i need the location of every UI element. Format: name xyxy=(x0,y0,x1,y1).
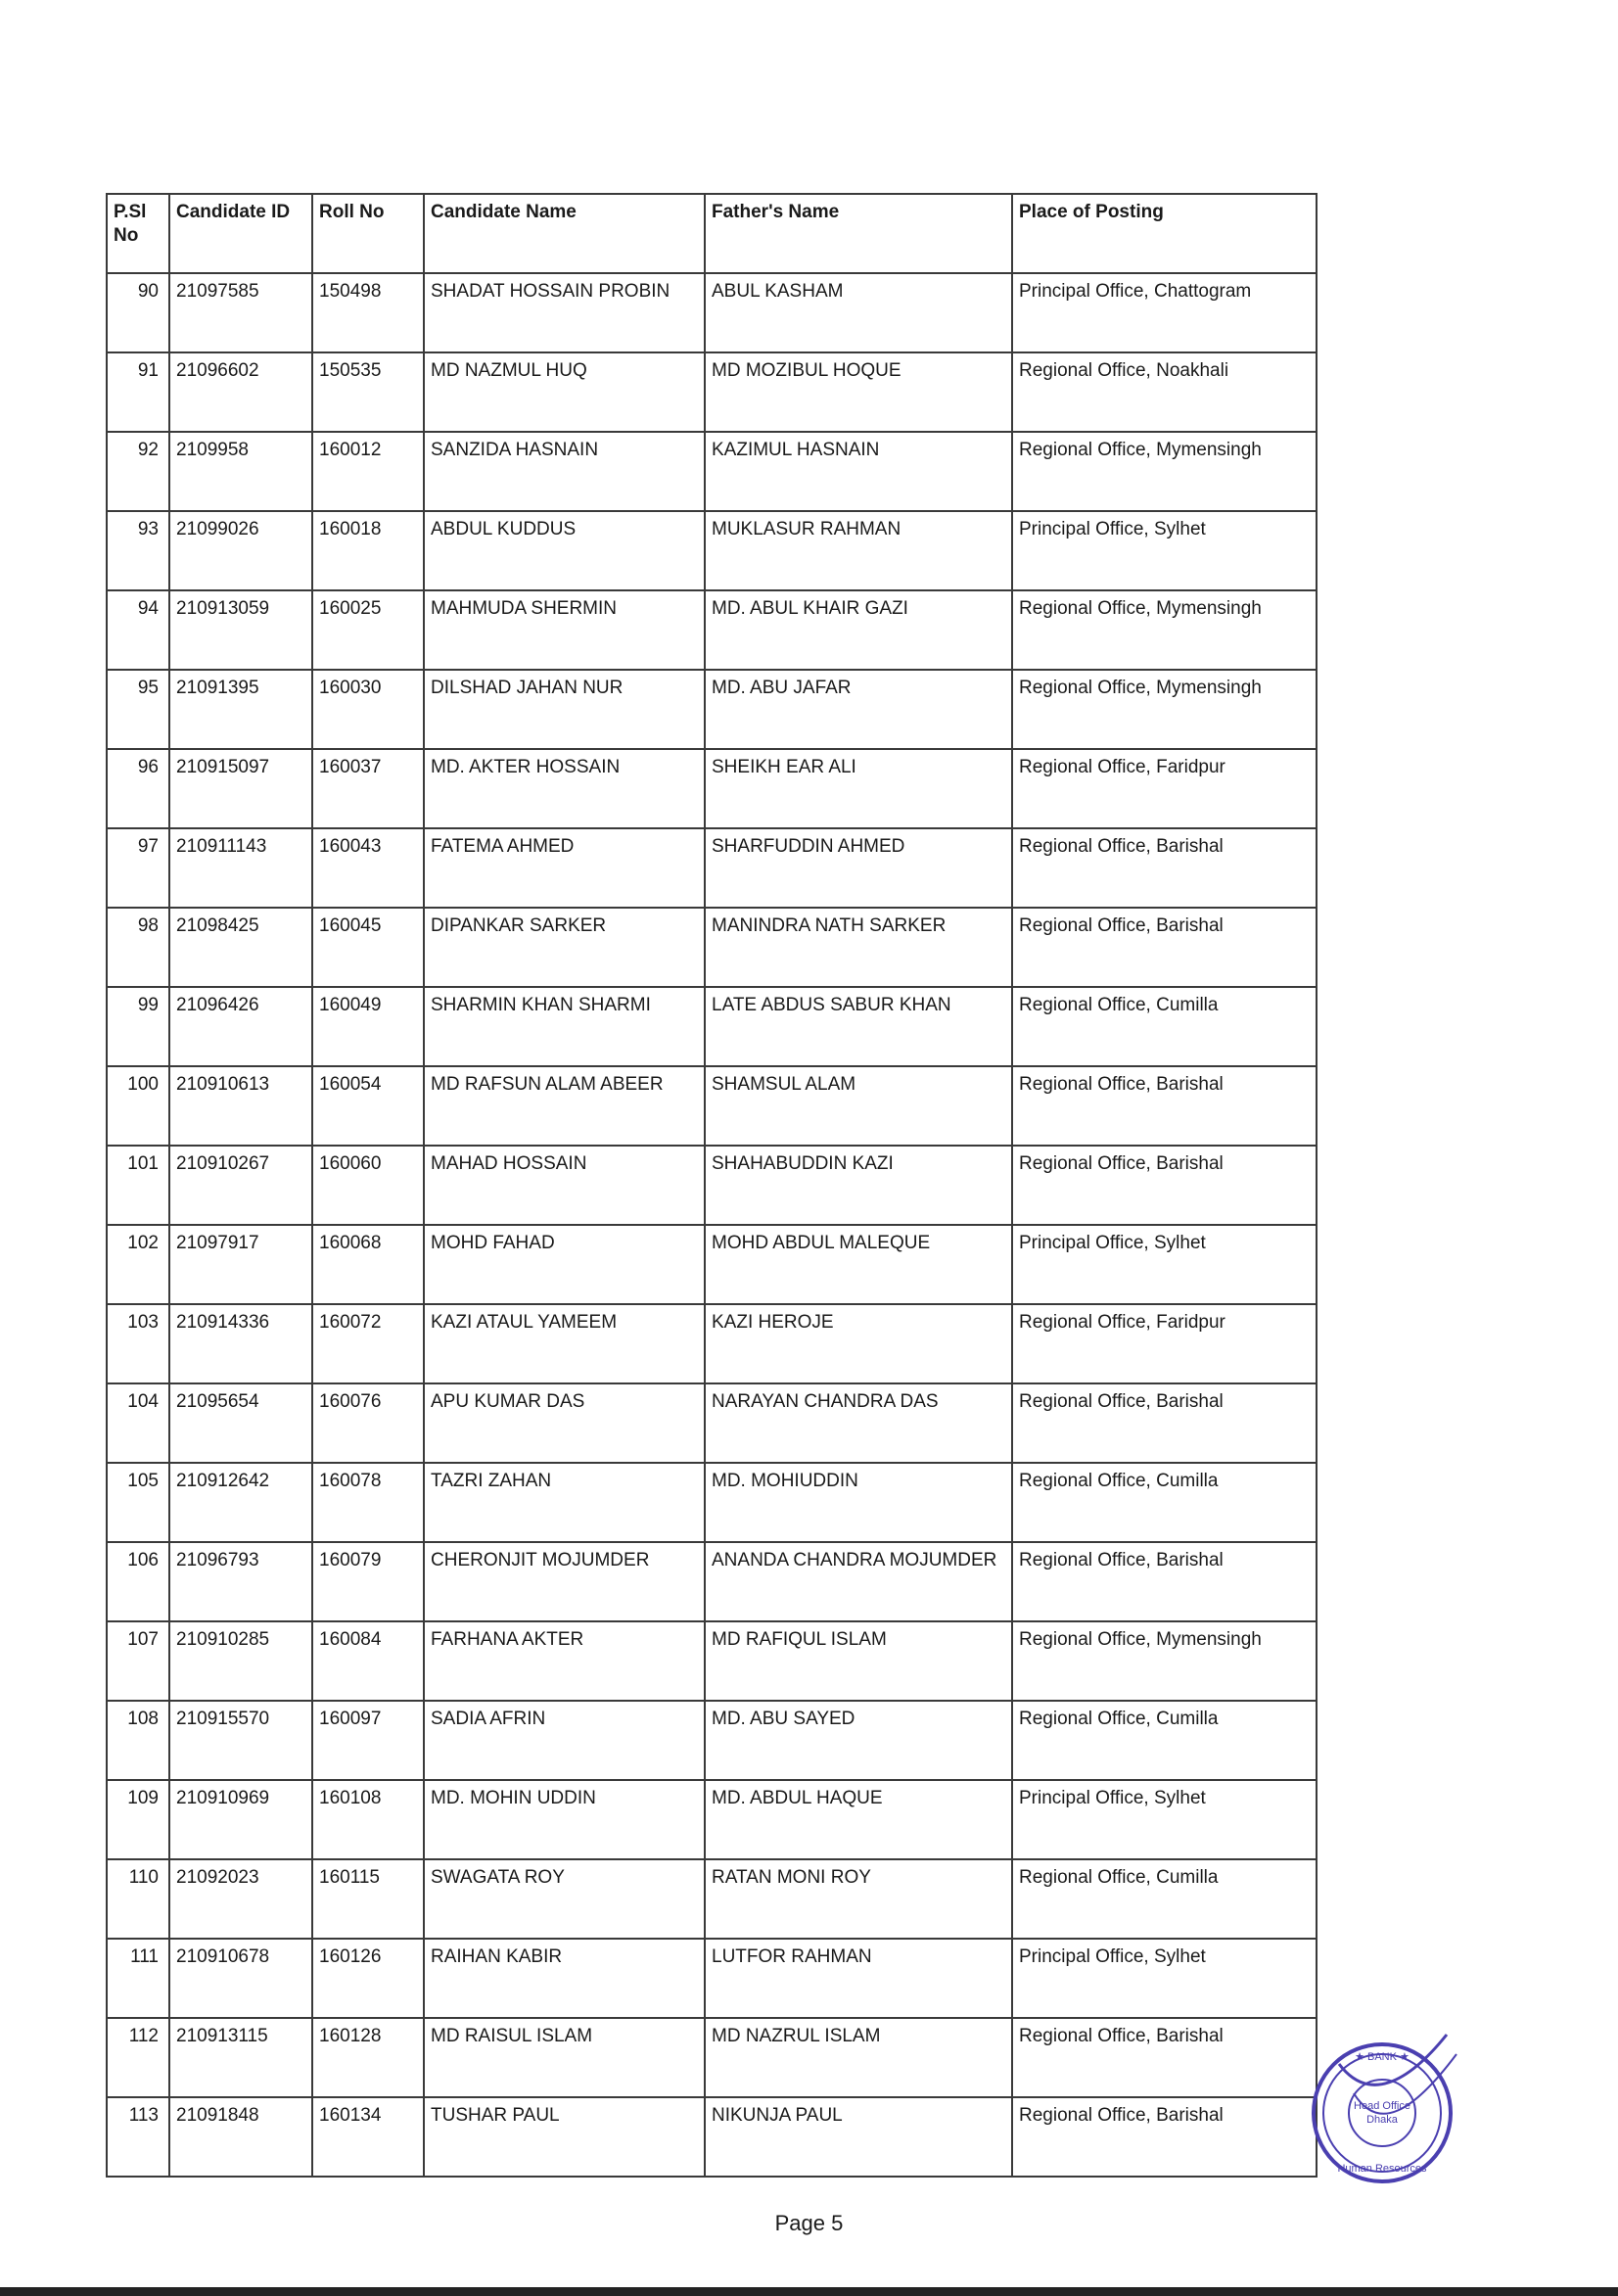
cell-place-of-posting: Regional Office, Barishal xyxy=(1012,828,1317,908)
cell-place-of-posting: Regional Office, Faridpur xyxy=(1012,1304,1317,1383)
table-row xyxy=(107,749,1317,828)
cell-candidate-id: 21096426 xyxy=(169,987,312,1066)
cell-psl-no: 109 xyxy=(107,1780,169,1859)
cell-candidate-name: SHARMIN KHAN SHARMI xyxy=(424,987,705,1066)
cell-place-of-posting: Principal Office, Chattogram xyxy=(1012,273,1317,352)
cell-place-of-posting: Regional Office, Cumilla xyxy=(1012,987,1317,1066)
cell-roll-no: 160126 xyxy=(312,1939,424,2018)
cell-fathers-name: NARAYAN CHANDRA DAS xyxy=(705,1383,1012,1463)
cell-roll-no: 160078 xyxy=(312,1463,424,1542)
cell-psl-no: 96 xyxy=(107,749,169,828)
header-roll-no: Roll No xyxy=(312,194,424,273)
table-header-row xyxy=(107,194,1317,273)
table-row xyxy=(107,1859,1317,1939)
table-row xyxy=(107,1780,1317,1859)
cell-place-of-posting: Regional Office, Barishal xyxy=(1012,2097,1317,2177)
cell-place-of-posting: Regional Office, Barishal xyxy=(1012,1066,1317,1146)
cell-place-of-posting: Regional Office, Cumilla xyxy=(1012,1859,1317,1939)
cell-fathers-name: SHARFUDDIN AHMED xyxy=(705,828,1012,908)
posting-table xyxy=(106,193,1318,2178)
cell-fathers-name: NIKUNJA PAUL xyxy=(705,2097,1012,2177)
cell-candidate-id: 210913115 xyxy=(169,2018,312,2097)
cell-candidate-id: 2109958 xyxy=(169,432,312,511)
table-row xyxy=(107,432,1317,511)
cell-candidate-name: SHADAT HOSSAIN PROBIN xyxy=(424,273,705,352)
cell-psl-no: 110 xyxy=(107,1859,169,1939)
cell-roll-no: 160054 xyxy=(312,1066,424,1146)
cell-candidate-name: DILSHAD JAHAN NUR xyxy=(424,670,705,749)
scan-edge-bar xyxy=(0,2287,1618,2296)
svg-text:Dhaka: Dhaka xyxy=(1366,2114,1398,2126)
page-number: Page 5 xyxy=(774,2211,844,2235)
cell-psl-no: 111 xyxy=(107,1939,169,2018)
cell-candidate-id: 210910267 xyxy=(169,1146,312,1225)
cell-candidate-name: SANZIDA HASNAIN xyxy=(424,432,705,511)
cell-candidate-name: KAZI ATAUL YAMEEM xyxy=(424,1304,705,1383)
table-row xyxy=(107,1621,1317,1701)
cell-place-of-posting: Regional Office, Cumilla xyxy=(1012,1701,1317,1780)
cell-roll-no: 160115 xyxy=(312,1859,424,1939)
cell-fathers-name: MD MOZIBUL HOQUE xyxy=(705,352,1012,432)
header-candidate-name: Candidate Name xyxy=(424,194,705,273)
table-row xyxy=(107,987,1317,1066)
cell-psl-no: 112 xyxy=(107,2018,169,2097)
cell-candidate-id: 210915097 xyxy=(169,749,312,828)
table-row xyxy=(107,1383,1317,1463)
cell-fathers-name: LATE ABDUS SABUR KHAN xyxy=(705,987,1012,1066)
cell-place-of-posting: Regional Office, Cumilla xyxy=(1012,1463,1317,1542)
cell-fathers-name: MD. MOHIUDDIN xyxy=(705,1463,1012,1542)
cell-roll-no: 160134 xyxy=(312,2097,424,2177)
cell-fathers-name: RATAN MONI ROY xyxy=(705,1859,1012,1939)
cell-psl-no: 108 xyxy=(107,1701,169,1780)
header-fathers-name: Father's Name xyxy=(705,194,1012,273)
cell-roll-no: 160018 xyxy=(312,511,424,590)
cell-roll-no: 160128 xyxy=(312,2018,424,2097)
cell-candidate-name: SADIA AFRIN xyxy=(424,1701,705,1780)
cell-fathers-name: MOHD ABDUL MALEQUE xyxy=(705,1225,1012,1304)
cell-place-of-posting: Regional Office, Mymensingh xyxy=(1012,432,1317,511)
header-place-of-posting: Place of Posting xyxy=(1012,194,1317,273)
cell-psl-no: 92 xyxy=(107,432,169,511)
cell-place-of-posting: Regional Office, Mymensingh xyxy=(1012,1621,1317,1701)
cell-psl-no: 113 xyxy=(107,2097,169,2177)
cell-psl-no: 104 xyxy=(107,1383,169,1463)
cell-candidate-id: 21096793 xyxy=(169,1542,312,1621)
cell-candidate-id: 21097585 xyxy=(169,273,312,352)
cell-place-of-posting: Principal Office, Sylhet xyxy=(1012,1939,1317,2018)
cell-roll-no: 160037 xyxy=(312,749,424,828)
cell-roll-no: 150535 xyxy=(312,352,424,432)
cell-place-of-posting: Regional Office, Barishal xyxy=(1012,908,1317,987)
cell-place-of-posting: Regional Office, Barishal xyxy=(1012,1542,1317,1621)
cell-candidate-name: DIPANKAR SARKER xyxy=(424,908,705,987)
cell-roll-no: 160012 xyxy=(312,432,424,511)
cell-candidate-id: 210914336 xyxy=(169,1304,312,1383)
cell-roll-no: 160043 xyxy=(312,828,424,908)
cell-candidate-id: 210910969 xyxy=(169,1780,312,1859)
svg-text:Human Resources: Human Resources xyxy=(1337,2163,1427,2175)
cell-roll-no: 160097 xyxy=(312,1701,424,1780)
cell-place-of-posting: Regional Office, Mymensingh xyxy=(1012,670,1317,749)
cell-fathers-name: SHAMSUL ALAM xyxy=(705,1066,1012,1146)
cell-fathers-name: MD. ABU SAYED xyxy=(705,1701,1012,1780)
cell-candidate-id: 210915570 xyxy=(169,1701,312,1780)
cell-candidate-name: FATEMA AHMED xyxy=(424,828,705,908)
cell-candidate-id: 21099026 xyxy=(169,511,312,590)
cell-roll-no: 160108 xyxy=(312,1780,424,1859)
cell-candidate-name: SWAGATA ROY xyxy=(424,1859,705,1939)
cell-psl-no: 99 xyxy=(107,987,169,1066)
cell-candidate-name: RAIHAN KABIR xyxy=(424,1939,705,2018)
cell-candidate-name: MOHD FAHAD xyxy=(424,1225,705,1304)
table-row xyxy=(107,1939,1317,2018)
cell-fathers-name: MD. ABUL KHAIR GAZI xyxy=(705,590,1012,670)
cell-psl-no: 105 xyxy=(107,1463,169,1542)
cell-place-of-posting: Regional Office, Faridpur xyxy=(1012,749,1317,828)
svg-text:★ BANK ★: ★ BANK ★ xyxy=(1355,2051,1410,2063)
table-row xyxy=(107,670,1317,749)
cell-roll-no: 160060 xyxy=(312,1146,424,1225)
table-row xyxy=(107,908,1317,987)
table-row xyxy=(107,273,1317,352)
cell-psl-no: 102 xyxy=(107,1225,169,1304)
table-row xyxy=(107,511,1317,590)
cell-fathers-name: KAZI HEROJE xyxy=(705,1304,1012,1383)
cell-candidate-id: 210912642 xyxy=(169,1463,312,1542)
cell-candidate-id: 210910285 xyxy=(169,1621,312,1701)
cell-roll-no: 160084 xyxy=(312,1621,424,1701)
head-office-stamp xyxy=(1300,2025,1464,2189)
cell-candidate-name: MAHMUDA SHERMIN xyxy=(424,590,705,670)
cell-place-of-posting: Principal Office, Sylhet xyxy=(1012,1780,1317,1859)
cell-fathers-name: SHEIKH EAR ALI xyxy=(705,749,1012,828)
cell-roll-no: 150498 xyxy=(312,273,424,352)
cell-place-of-posting: Principal Office, Sylhet xyxy=(1012,1225,1317,1304)
cell-candidate-id: 210913059 xyxy=(169,590,312,670)
cell-candidate-name: TUSHAR PAUL xyxy=(424,2097,705,2177)
cell-psl-no: 94 xyxy=(107,590,169,670)
table-row xyxy=(107,1146,1317,1225)
cell-psl-no: 106 xyxy=(107,1542,169,1621)
cell-psl-no: 100 xyxy=(107,1066,169,1146)
cell-roll-no: 160049 xyxy=(312,987,424,1066)
cell-roll-no: 160030 xyxy=(312,670,424,749)
table-row xyxy=(107,352,1317,432)
cell-candidate-id: 210911143 xyxy=(169,828,312,908)
cell-fathers-name: LUTFOR RAHMAN xyxy=(705,1939,1012,2018)
table-row xyxy=(107,1463,1317,1542)
cell-candidate-name: APU KUMAR DAS xyxy=(424,1383,705,1463)
cell-candidate-name: MD RAFSUN ALAM ABEER xyxy=(424,1066,705,1146)
cell-roll-no: 160076 xyxy=(312,1383,424,1463)
cell-roll-no: 160068 xyxy=(312,1225,424,1304)
cell-psl-no: 95 xyxy=(107,670,169,749)
table-row xyxy=(107,1304,1317,1383)
cell-candidate-name: MD. AKTER HOSSAIN xyxy=(424,749,705,828)
cell-psl-no: 97 xyxy=(107,828,169,908)
cell-fathers-name: ANANDA CHANDRA MOJUMDER xyxy=(705,1542,1012,1621)
cell-place-of-posting: Regional Office, Barishal xyxy=(1012,1146,1317,1225)
cell-roll-no: 160025 xyxy=(312,590,424,670)
cell-candidate-id: 210910678 xyxy=(169,1939,312,2018)
cell-place-of-posting: Regional Office, Barishal xyxy=(1012,2018,1317,2097)
cell-candidate-name: ABDUL KUDDUS xyxy=(424,511,705,590)
cell-fathers-name: ABUL KASHAM xyxy=(705,273,1012,352)
table-row xyxy=(107,2097,1317,2177)
cell-psl-no: 91 xyxy=(107,352,169,432)
cell-place-of-posting: Regional Office, Noakhali xyxy=(1012,352,1317,432)
table-row xyxy=(107,1542,1317,1621)
cell-candidate-name: MD. MOHIN UDDIN xyxy=(424,1780,705,1859)
cell-candidate-id: 210910613 xyxy=(169,1066,312,1146)
cell-candidate-id: 21091848 xyxy=(169,2097,312,2177)
table-row xyxy=(107,2018,1317,2097)
cell-fathers-name: MD. ABDUL HAQUE xyxy=(705,1780,1012,1859)
svg-text:Head Office: Head Office xyxy=(1354,2100,1410,2112)
cell-candidate-name: MAHAD HOSSAIN xyxy=(424,1146,705,1225)
cell-roll-no: 160072 xyxy=(312,1304,424,1383)
cell-psl-no: 93 xyxy=(107,511,169,590)
cell-psl-no: 90 xyxy=(107,273,169,352)
cell-candidate-name: CHERONJIT MOJUMDER xyxy=(424,1542,705,1621)
cell-candidate-id: 21092023 xyxy=(169,1859,312,1939)
cell-candidate-id: 21098425 xyxy=(169,908,312,987)
cell-fathers-name: MD NAZRUL ISLAM xyxy=(705,2018,1012,2097)
cell-fathers-name: MUKLASUR RAHMAN xyxy=(705,511,1012,590)
cell-candidate-name: MD RAISUL ISLAM xyxy=(424,2018,705,2097)
header-candidate-id: Candidate ID xyxy=(169,194,312,273)
cell-psl-no: 98 xyxy=(107,908,169,987)
table-row xyxy=(107,1066,1317,1146)
cell-fathers-name: MD. ABU JAFAR xyxy=(705,670,1012,749)
cell-candidate-id: 21097917 xyxy=(169,1225,312,1304)
table-row xyxy=(107,828,1317,908)
cell-candidate-id: 21096602 xyxy=(169,352,312,432)
cell-candidate-name: FARHANA AKTER xyxy=(424,1621,705,1701)
cell-roll-no: 160045 xyxy=(312,908,424,987)
cell-candidate-id: 21095654 xyxy=(169,1383,312,1463)
cell-candidate-id: 21091395 xyxy=(169,670,312,749)
cell-place-of-posting: Regional Office, Barishal xyxy=(1012,1383,1317,1463)
cell-roll-no: 160079 xyxy=(312,1542,424,1621)
cell-place-of-posting: Regional Office, Mymensingh xyxy=(1012,590,1317,670)
table-row xyxy=(107,1701,1317,1780)
header-psl-no: P.Sl No xyxy=(107,194,169,273)
cell-fathers-name: KAZIMUL HASNAIN xyxy=(705,432,1012,511)
cell-fathers-name: MD RAFIQUL ISLAM xyxy=(705,1621,1012,1701)
cell-psl-no: 107 xyxy=(107,1621,169,1701)
cell-psl-no: 103 xyxy=(107,1304,169,1383)
cell-candidate-name: MD NAZMUL HUQ xyxy=(424,352,705,432)
cell-psl-no: 101 xyxy=(107,1146,169,1225)
table-row xyxy=(107,590,1317,670)
table-row xyxy=(107,1225,1317,1304)
cell-fathers-name: MANINDRA NATH SARKER xyxy=(705,908,1012,987)
cell-fathers-name: SHAHABUDDIN KAZI xyxy=(705,1146,1012,1225)
cell-candidate-name: TAZRI ZAHAN xyxy=(424,1463,705,1542)
cell-place-of-posting: Principal Office, Sylhet xyxy=(1012,511,1317,590)
